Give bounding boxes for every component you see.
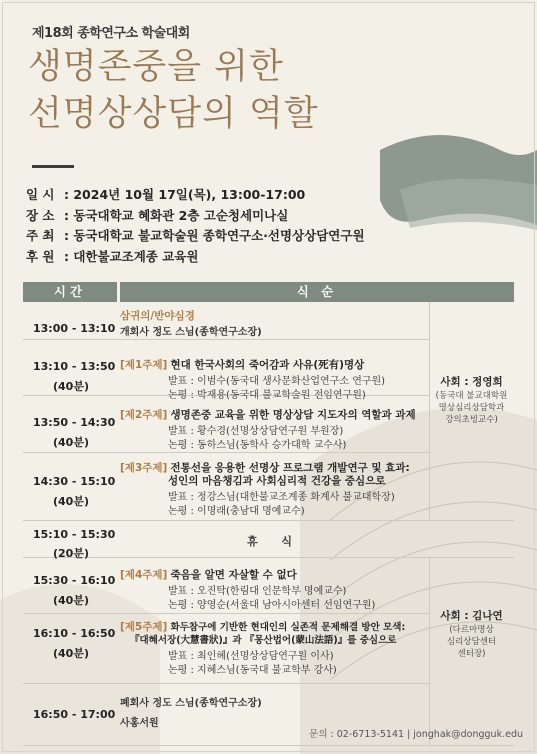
- discussant: 논평 : 박재용(동국대 불교학술원 전임연구원): [168, 390, 366, 401]
- row-divider: [23, 613, 429, 614]
- row-divider: [23, 452, 429, 453]
- moderator-1: [429, 376, 514, 426]
- discussant: 논평 : 이명래(충남대 명예교수): [168, 506, 305, 517]
- duration: (40분): [53, 380, 89, 393]
- moderator-2: [429, 610, 514, 660]
- contact-info: 문의 : 02-6713-5141 | jonghak@dongguk.edu: [309, 729, 523, 740]
- discussant: 논평 : 동하스님(동학사 승가대학 교수사): [168, 440, 347, 451]
- header-time: 시간: [53, 284, 87, 299]
- row-divider: [23, 520, 514, 521]
- session-topic: [제1주제] 현대 한국사회의 죽어감과 사유(死有)명상: [120, 359, 365, 371]
- event-info: [26, 185, 365, 267]
- session-subtopic: 『대혜서장(大慧書狀)』과 『몽산법어(蒙山法語)』를 중심으로: [130, 635, 397, 646]
- title-line-2: 선명상상담의 역할: [28, 94, 319, 134]
- accent-bar: [32, 165, 74, 168]
- moderator-desc: 명상심리상담학과: [438, 403, 505, 413]
- break-label: 휴 식: [246, 535, 303, 548]
- time-range: 13:10 - 13:50: [33, 360, 116, 373]
- time-range: 15:10 - 15:30: [33, 528, 116, 541]
- row-divider: [23, 683, 429, 684]
- time-range: 15:30 - 16:10: [33, 574, 116, 587]
- presenter: 발표 : 황수경(선명상상담연구원 부원장): [168, 426, 344, 437]
- duration: (20분): [53, 547, 89, 560]
- time-range: 13:00 - 13:10: [33, 322, 116, 335]
- info-label: 일 시: [26, 187, 55, 202]
- moderator-desc: (다르마명상: [449, 625, 494, 635]
- poster-title: [28, 44, 319, 138]
- info-label: 장 소: [26, 207, 55, 223]
- time-range: 13:50 - 14:30: [33, 416, 116, 429]
- program-line: 사홍서원: [120, 718, 159, 729]
- program-line: 삼귀의/반야심경: [120, 310, 195, 322]
- table-header: [23, 282, 514, 302]
- presenter: 발표 : 오진탁(한림대 인문학부 명예교수): [168, 586, 347, 597]
- title-line-1: 생명존중을 위한: [28, 47, 284, 87]
- moderator-desc: 심리상담센터: [446, 637, 497, 647]
- discussant: 논평 : 지혜스님(동국대 불교학부 강사): [168, 665, 337, 676]
- info-row-date: [26, 185, 365, 206]
- info-value: : 2024년 10월 17일(목), 13:00-17:00: [64, 187, 306, 202]
- duration: (40분): [53, 436, 89, 449]
- info-value: : 대한불교조계종 교육원: [64, 248, 199, 264]
- info-row-venue: [26, 206, 365, 227]
- time-range: 16:10 - 16:50: [33, 627, 116, 640]
- presenter: 발표 : 최인혜(선명상상담연구원 이사): [168, 651, 334, 662]
- program-line: 폐회사 정도 스님(종학연구소장): [120, 698, 262, 709]
- info-row-host: [26, 226, 365, 247]
- time-range: 14:30 - 15:10: [33, 475, 116, 488]
- presenter: 발표 : 정강스님(대한불교조계종 화계사 불교대학장): [168, 492, 395, 503]
- info-label: 후 원: [26, 248, 55, 264]
- row-divider: [23, 745, 514, 746]
- session-topic: [제4주제] 죽음을 알면 자살할 수 없다: [120, 569, 297, 581]
- info-value: : 동국대학교 혜화관 2층 고순청세미나실: [64, 207, 289, 223]
- header-program: 식 순: [296, 284, 338, 299]
- program-table: [23, 282, 514, 746]
- info-row-sponsor: [26, 247, 365, 268]
- time-range: 16:50 - 17:00: [33, 708, 116, 721]
- moderator-name: 사회 : 김나연: [440, 610, 503, 622]
- session-topic: [제5주제] 화두참구에 기반한 현대인의 실존적 문제해결 방안 모색:: [120, 621, 406, 633]
- moderator-desc: 강의초빙교수): [445, 415, 498, 425]
- info-value: : 동국대학교 불교학술원 종학연구소·선명상상담연구원: [64, 228, 365, 243]
- presenter: 발표 : 이범수(동국대 생사문화산업연구소 연구원): [168, 376, 386, 387]
- duration: (40분): [53, 594, 89, 607]
- row-divider: [23, 339, 429, 340]
- moderator-name: 사회 : 정영희: [440, 376, 503, 388]
- session-topic: [제3주제] 전통선을 응용한 선명상 프로그램 개발연구 및 효과:: [120, 462, 410, 474]
- moderator-desc: 센터장): [457, 649, 486, 659]
- moderator-desc: (동국대 불교대학원: [435, 391, 508, 401]
- discussant: 논평 : 양영순(서울대 남아시아센터 선임연구원): [168, 600, 376, 611]
- duration: (40분): [53, 495, 89, 508]
- session-topic: [제2주제] 생명존중 교육을 위한 명상상담 지도자의 역할과 과제: [120, 409, 416, 421]
- info-label: 주 최: [26, 228, 55, 243]
- session-subtopic: 성인의 마음챙김과 사회심리적 건강을 중심으로: [168, 475, 386, 487]
- duration: (40분): [53, 647, 89, 660]
- program-line: 개회사 정도 스님(종학연구소장): [120, 327, 262, 338]
- series-label: 제18회 종학연구소 학술대회: [32, 26, 190, 41]
- row-divider: [23, 557, 514, 558]
